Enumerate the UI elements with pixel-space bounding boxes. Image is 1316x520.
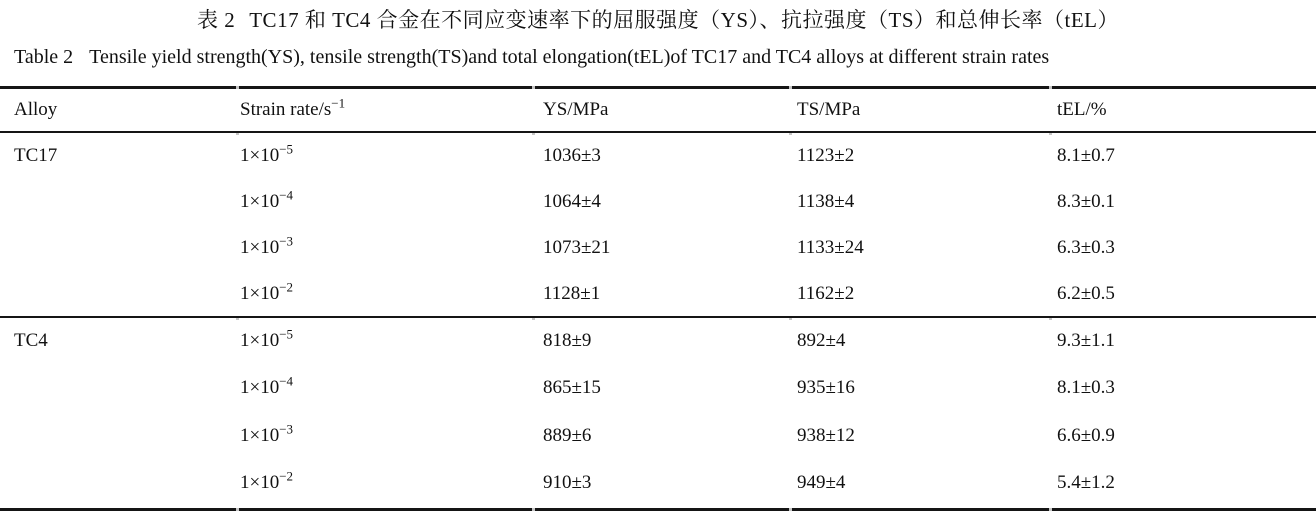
table-row [0,225,1316,271]
rule-gap [1049,133,1052,135]
cell-strain-rate: $1\times 10^{-5}$ [240,326,294,351]
data-table [0,86,1316,511]
cell-ts: 949±4 [797,471,846,493]
cell-ys: 865±15 [543,377,601,398]
table-row [0,364,1316,412]
table-header-row [0,89,1316,133]
cell-strain-rate: $1\times 10^{-3}$ [240,233,294,258]
table-caption-english [14,45,1310,70]
rule-gap [1049,318,1052,320]
strain-rate-exponent: −2 [279,279,294,295]
table-number-zh: 表 2 [196,8,236,32]
strain-rate-exponent: −3 [279,421,294,437]
cell-alloy: TC17 [14,145,58,166]
rule-gap [1049,86,1052,89]
cell-tel: 8.1±0.7 [1057,145,1115,166]
cell-tel: 6.3±0.3 [1057,237,1115,258]
col-header-tel: tEL/% [1057,99,1107,120]
rule-gap [236,508,239,511]
cell-ts: 1138±4 [797,191,855,212]
strain-rate-exponent: −4 [279,187,294,203]
cell-ts: 938±12 [797,424,855,446]
cell-alloy: TC4 [14,330,48,351]
cell-ts: 892±4 [797,330,846,351]
cell-ts: 1133±24 [797,237,864,258]
strain-rate-exponent: −3 [279,233,294,249]
cell-strain-rate: $1\times 10^{-4}$ [240,187,294,212]
rule-gap [1049,508,1052,511]
cell-ts: 1123±2 [797,145,855,166]
cell-ys: 1128±1 [543,282,601,304]
rule-gap [236,318,239,320]
table-row [0,459,1316,506]
cell-tel: 6.2±0.5 [1057,282,1115,304]
table-row [0,316,1316,364]
cell-ys: 1073±21 [543,237,611,258]
cell-ts: 935±16 [797,377,855,398]
strain-rate-exponent: −5 [279,141,294,157]
rule-gap [789,318,792,320]
table-title-chinese [0,7,1316,33]
rule-gap [789,86,792,89]
cell-strain-rate: $1\times 10^{-5}$ [240,141,294,166]
strain-rate-exponent: −4 [279,373,294,389]
cell-ts: 1162±2 [797,282,855,304]
col-header-alloy: Alloy [14,99,58,120]
cell-ys: 889±6 [543,424,592,446]
cell-tel: 8.1±0.3 [1057,377,1115,398]
rule-gap [532,133,535,135]
table-caption-en-text: Tensile yield strength(YS), tensile strength(TS)and total elongation(tEL)of TC17 and TC4 alloys at different strain rates [89,46,1050,68]
table-row [0,412,1316,459]
cell-ys: 910±3 [543,471,592,493]
cell-ys: 818±9 [543,330,592,351]
strain-rate-exponent: −1 [331,95,346,111]
cell-ys: 1036±3 [543,145,601,166]
rule-gap [532,508,535,511]
rule-gap [532,86,535,89]
rule-gap [532,318,535,320]
rule-gap [236,133,239,135]
strain-rate-exponent: −5 [279,326,294,342]
col-header-strain-rate: Strain rate/$s^{-1}$ [240,95,346,120]
table-number-en: Table 2 [14,46,74,68]
rule-gap [789,133,792,135]
cell-tel: 6.6±0.9 [1057,424,1115,446]
cell-strain-rate: $1\times 10^{-3}$ [240,421,294,446]
cell-ys: 1064±4 [543,191,601,212]
strain-rate-exponent: −2 [279,468,294,484]
table-row [0,271,1316,316]
rule-gap [236,86,239,89]
cell-tel: 9.3±1.1 [1057,330,1115,351]
col-header-ts: TS/MPa [797,99,861,120]
cell-strain-rate: $1\times 10^{-2}$ [240,279,294,304]
cell-tel: 8.3±0.1 [1057,191,1115,212]
cell-strain-rate: $1\times 10^{-4}$ [240,373,294,398]
cell-tel: 5.4±1.2 [1057,471,1115,493]
table-row [0,133,1316,179]
table-title-zh-text: TC17 和 TC4 合金在不同应变速率下的屈服强度（YS）、抗拉强度（TS）和总伸长率（tEL） [249,8,1119,32]
col-header-ys: YS/MPa [543,99,609,120]
rule-gap [789,508,792,511]
table-row [0,179,1316,225]
cell-strain-rate: $1\times 10^{-2}$ [240,468,294,493]
